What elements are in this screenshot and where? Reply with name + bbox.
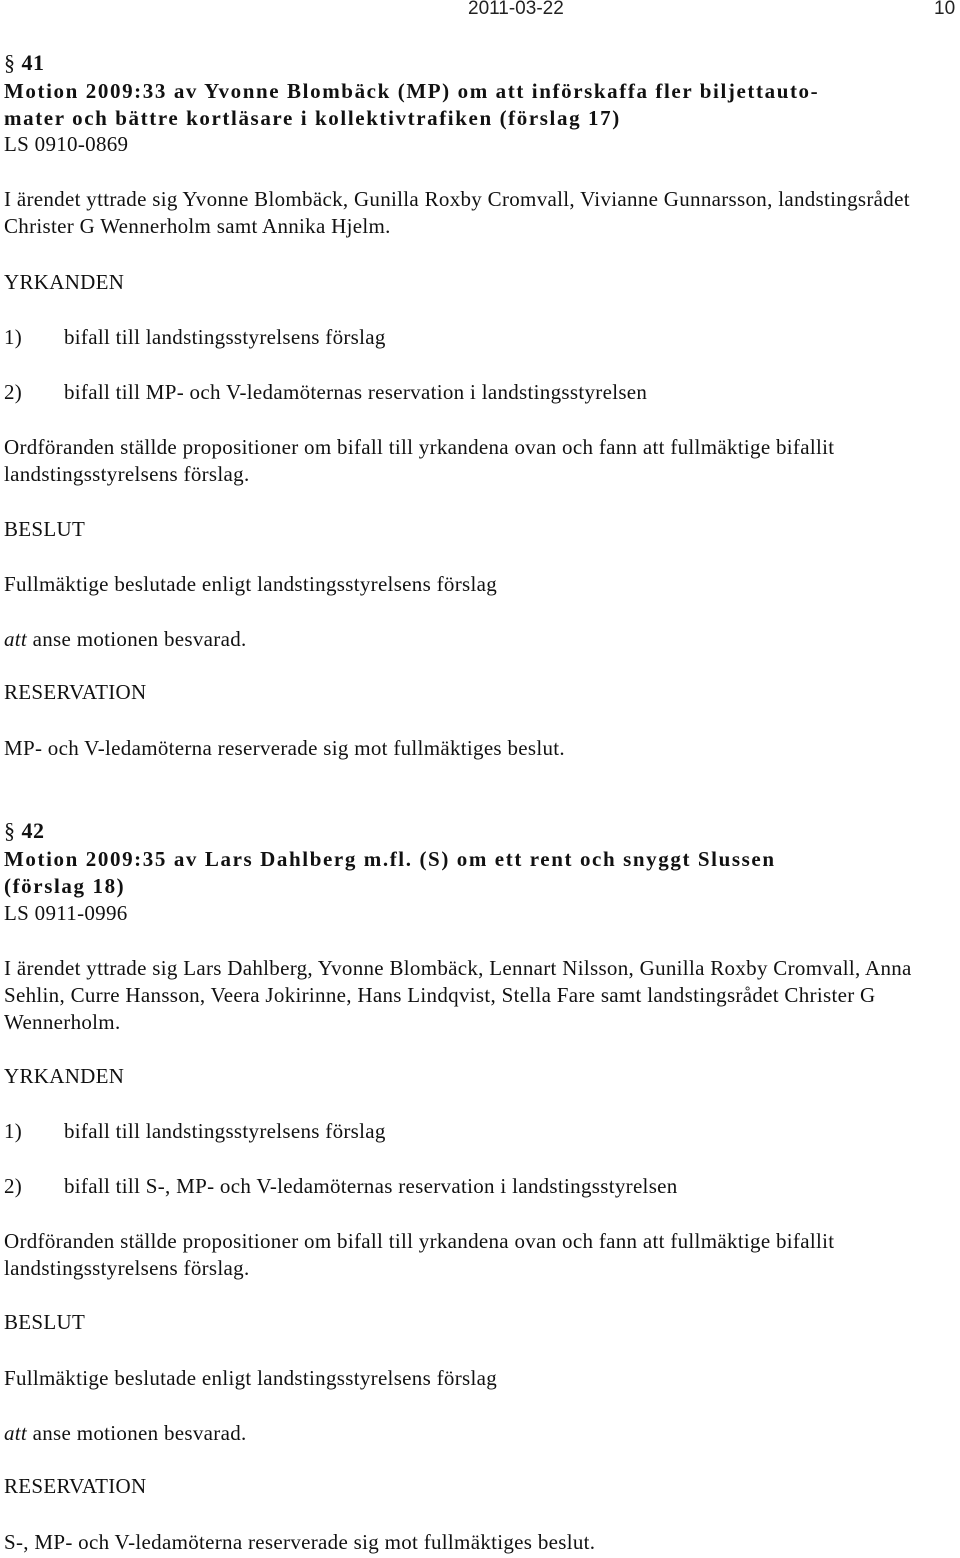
yrkande-text: bifall till MP- och V-ledamöternas reservation i landstingsstyrelsen — [64, 380, 648, 404]
yrkanden-label: YRKANDEN — [4, 270, 125, 294]
beslut-label: BESLUT — [4, 1310, 86, 1334]
speakers-paragraph: I ärendet yttrade sig Lars Dahlberg, Yvonne Blombäck, Lennart Nilsson, Gunilla Roxby Cromvall, Anna Sehlin, Curre Hansson, Veera Jokirinne, Hans Lindqvist, Stella Fare samt landstingsrådet Christer G Wennerholm. — [4, 956, 912, 1034]
yrkande-item — [4, 1119, 386, 1144]
reservation-text: MP- och V-ledamöterna reserverade sig mot fullmäktiges beslut. — [4, 736, 565, 760]
reservation-label: RESERVATION — [4, 1474, 147, 1498]
yrkande-item — [4, 1174, 678, 1199]
beslut-text: Fullmäktige beslutade enligt landstingsstyrelsens förslag — [4, 572, 498, 596]
beslut-text: Fullmäktige beslutade enligt landstingsstyrelsens förslag — [4, 1366, 498, 1390]
yrkande-number: 1) — [4, 325, 23, 349]
motion-title — [4, 78, 954, 132]
reservation-label: RESERVATION — [4, 680, 147, 704]
yrkande-number: 2) — [4, 1174, 23, 1198]
section-number: 42 — [21, 818, 45, 843]
att-word: att — [4, 627, 28, 651]
motion-title-line: (förslag 18) — [4, 874, 126, 898]
ls-reference: LS 0911-0996 — [4, 901, 128, 925]
yrkande-item — [4, 380, 647, 405]
yrkande-text: bifall till S-, MP- och V-ledamöternas reservation i landstingsstyrelsen — [64, 1174, 678, 1198]
reservation-text: S-, MP- och V-ledamöterna reserverade sig mot fullmäktiges beslut. — [4, 1530, 596, 1554]
speakers-paragraph: I ärendet yttrade sig Yvonne Blombäck, Gunilla Roxby Cromvall, Vivianne Gunnarsson, landstingsrådet Christer G Wennerholm samt Annika Hjelm. — [4, 187, 910, 238]
header-date: 2011-03-22 — [468, 0, 564, 19]
att-rest: anse motionen besvarad. — [32, 1421, 247, 1445]
section-heading-42 — [4, 818, 45, 844]
beslut-label: BESLUT — [4, 517, 86, 541]
motion-title-line: Motion 2009:35 av Lars Dahlberg m.fl. (S) om ett rent och snyggt Slussen — [4, 847, 776, 871]
section-number: 41 — [21, 50, 45, 75]
paragraph-symbol-icon: § — [4, 50, 16, 75]
yrkande-text: bifall till landstingsstyrelsens förslag — [64, 325, 386, 349]
page-number: 10 — [934, 0, 956, 19]
ls-reference: LS 0910-0869 — [4, 132, 129, 156]
section-heading-41 — [4, 50, 45, 76]
proposition-paragraph: Ordföranden ställde propositioner om bifall till yrkandena ovan och fann att fullmäktige bifallit landstingsstyrelsens förslag. — [4, 435, 835, 486]
yrkande-number: 2) — [4, 380, 23, 404]
att-line — [4, 1420, 949, 1447]
motion-title — [4, 846, 954, 900]
yrkanden-label: YRKANDEN — [4, 1064, 125, 1088]
motion-title-line: mater och bättre kortläsare i kollektivtrafiken (förslag 17) — [4, 106, 621, 130]
yrkande-number: 1) — [4, 1119, 23, 1143]
att-line — [4, 626, 949, 653]
paragraph-symbol-icon: § — [4, 818, 16, 843]
proposition-paragraph: Ordföranden ställde propositioner om bifall till yrkandena ovan och fann att fullmäktige bifallit landstingsstyrelsens förslag. — [4, 1229, 835, 1280]
motion-title-line: Motion 2009:33 av Yvonne Blombäck (MP) om att införskaffa fler biljettauto- — [4, 79, 820, 103]
att-rest: anse motionen besvarad. — [32, 627, 247, 651]
att-word: att — [4, 1421, 28, 1445]
yrkande-text: bifall till landstingsstyrelsens förslag — [64, 1119, 386, 1143]
yrkande-item — [4, 325, 386, 350]
